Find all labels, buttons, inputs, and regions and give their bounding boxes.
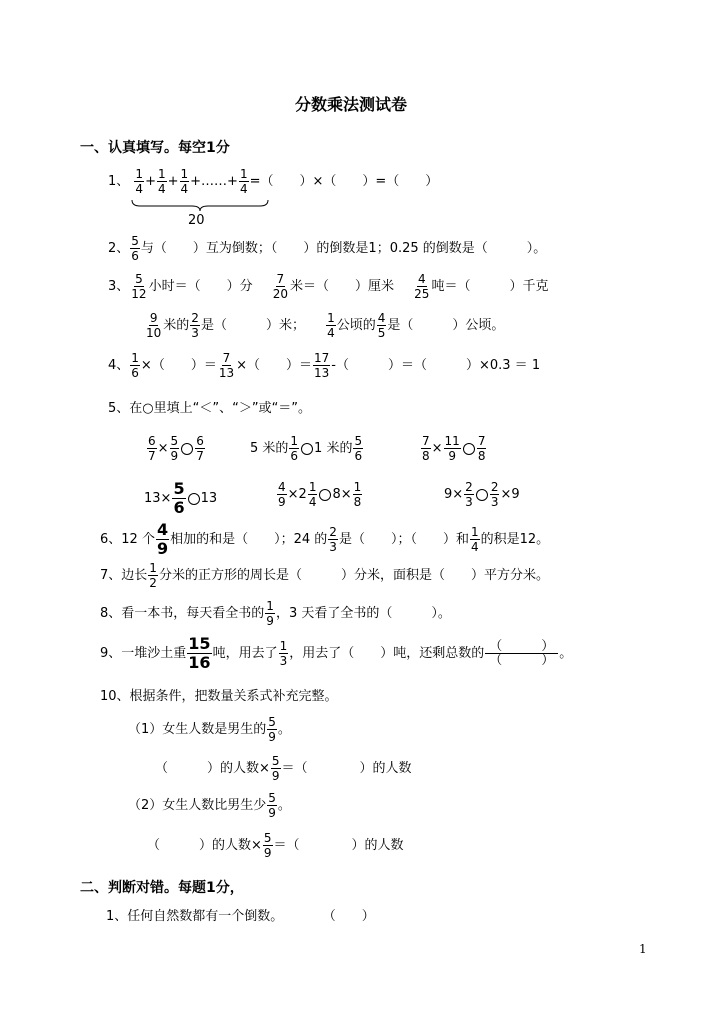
fraction: $\frac{1}{4}$ [157, 167, 166, 196]
fraction: $\frac{17}{13}$ [314, 351, 330, 380]
compare-circle[interactable] [319, 489, 331, 501]
underbrace [130, 198, 270, 212]
question-7: 7、边长 $\frac{1}{2}$ 分米的正方形的周长是（ ）分米，面积是（ ）平方分米。 [100, 561, 549, 590]
fraction: $\frac{4}{5}$ [377, 311, 386, 340]
compare-item-1: $\frac{6}{7}$ × $\frac{5}{9}$ $\frac{6}{7}$ [148, 434, 204, 463]
answer-blank[interactable]: （ ） [329, 909, 375, 924]
question-4: 4、 $\frac{1}{6}$ ×（ ）＝ $\frac{7}{13}$ ×（ ）＝ $\frac{17}{13}$ -（ ）＝（ ）×0.3 ＝ 1 [108, 351, 541, 380]
question-10-part-1: （1）女生人数是男生的 $\frac{5}{9}$ 。 [128, 715, 291, 744]
question-6: 6、12 个 $\frac{4}{9}$ 相加的和是（ ）；24 的 $\frac{2}{3}$ 是（ ）；（ ）和 $\frac{1}{4}$ 的积是12。 [100, 520, 550, 558]
compare-circle[interactable] [463, 443, 475, 455]
question-1: 1、 $\frac{1}{4}$ + $\frac{1}{4}$ + $\frac{1}{4}$ +……+ $\frac{1}{4}$ =（ ）×（ ）=（ ） [108, 167, 439, 196]
fraction: $\frac{1}{4}$ [239, 167, 248, 196]
question-9: 9、一堆沙土重 $\frac{15}{16}$ 吨，用去了 $\frac{1}{3}$ ，用去了（ ）吨，还剩总数的 $\frac{( )}{( )}$ 。 [100, 634, 573, 672]
question-3: 3、 $\frac{5}{12}$ 小时＝（ ）分 $\frac{7}{20}$ 米＝（ ）厘米 $\frac{4}{25}$ 吨＝（ ）千克 [108, 272, 549, 301]
compare-circle[interactable] [181, 443, 193, 455]
compare-circle[interactable] [301, 443, 313, 455]
section-heading-fill-in: 一、认真填写。每空1分 [80, 140, 230, 156]
question-10-part-2: （2）女生人数比男生少 $\frac{5}{9}$ 。 [128, 791, 291, 820]
question-10-part-1-formula: （ ）的人数× $\frac{5}{9}$ ＝（ ）的人数 [155, 754, 412, 783]
question-10: 10、根据条件，把数量关系式补充完整。 [100, 689, 338, 704]
compare-item-5: $\frac{4}{9}$ ×2 $\frac{1}{4}$ 8× $\frac{1}{8}$ [278, 480, 362, 509]
fraction: $\frac{1}{6}$ [131, 351, 139, 380]
underbrace-count: 20 [188, 213, 205, 228]
compare-item-4: 13× $\frac{5}{6}$ 13 [144, 479, 218, 517]
fraction: $\frac{7}{13}$ [218, 351, 235, 380]
page-title: 分数乘法测试卷 [295, 95, 408, 114]
question-8: 8、看一本书，每天看全书的 $\frac{1}{9}$ ，3 天看了全书的（ ）。 [100, 599, 451, 628]
fraction: $\frac{1}{4}$ [180, 167, 189, 196]
fraction: $\frac{1}{4}$ [327, 311, 335, 340]
compare-circle[interactable] [188, 493, 200, 505]
question-2: 2、 $\frac{5}{6}$ 与（ ）互为倒数；（ ）的倒数是1；0.25 的倒数是（ ）。 [108, 234, 547, 263]
fraction: $\frac{2}{3}$ [191, 311, 199, 340]
page-number: 1 [639, 942, 647, 956]
compare-item-2: 5 米的 $\frac{1}{6}$ 1 米的 $\frac{5}{6}$ [250, 434, 363, 463]
fraction: $\frac{5}{12}$ [131, 272, 147, 301]
fraction: $\frac{4}{25}$ [414, 272, 430, 301]
fraction: $\frac{9}{10}$ [146, 311, 162, 340]
section-heading-true-false: 二、判断对错。每题1分， [80, 880, 244, 896]
fraction: $\frac{7}{20}$ [272, 272, 288, 301]
fraction: $\frac{1}{4}$ [135, 167, 144, 196]
question-10-part-2-formula: （ ）的人数× $\frac{5}{9}$ ＝（ ）的人数 [147, 831, 404, 860]
compare-circle[interactable] [476, 489, 488, 501]
compare-item-6: 9× $\frac{2}{3}$ $\frac{2}{3}$ ×9 [444, 480, 520, 509]
fraction: $\frac{5}{6}$ [131, 234, 139, 263]
question-5: 5、在○里填上“＜”、“＞”或“＝”。 [108, 401, 312, 416]
compare-item-3: $\frac{7}{8}$ × $\frac{11}{9}$ $\frac{7}{8}$ [422, 434, 486, 463]
question-3-line-2: $\frac{9}{10}$ 米的 $\frac{2}{3}$ 是（ ）米； $\frac{1}{4}$ 公顷的 $\frac{4}{5}$ 是（ ）公顷。 [146, 311, 505, 340]
judge-question-1: 1、任何自然数都有一个倒数。 （ ） [106, 909, 375, 924]
